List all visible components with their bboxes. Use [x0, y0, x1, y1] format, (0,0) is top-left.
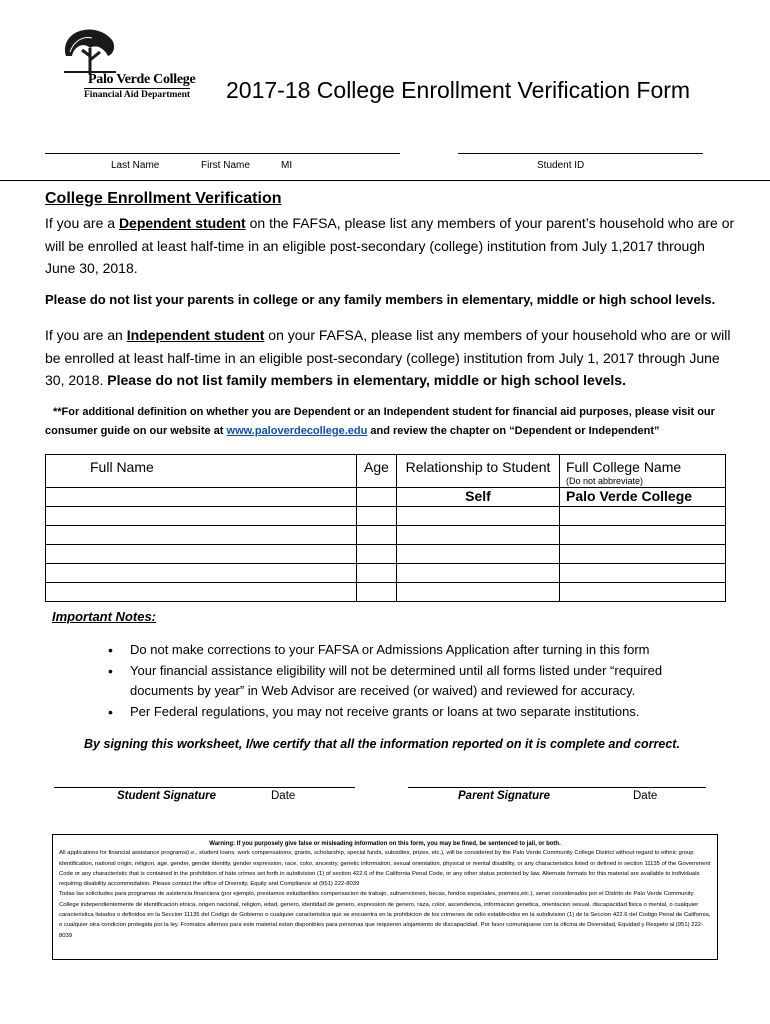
cell-age[interactable]: [357, 545, 397, 564]
table-row: [46, 583, 726, 602]
cell-college-name[interactable]: [560, 583, 726, 602]
dependent-paragraph: If you are a Dependent student on the FAFSA, please list any members of your parent’s household who are or will be enrolled at least half-time in an eligible post-secondary (college) institution from July 1,2017 through June 30, 2018.: [45, 215, 735, 276]
household-members-table: [45, 454, 726, 602]
cell-relationship[interactable]: [397, 526, 560, 545]
cell-relationship[interactable]: [397, 583, 560, 602]
table-row: [46, 526, 726, 545]
header-college-name: Full College Name (Do not abbreviate): [560, 455, 726, 488]
student-id-line[interactable]: [458, 153, 703, 154]
cell-relationship[interactable]: [397, 564, 560, 583]
cell-age[interactable]: [357, 488, 397, 507]
cell-relationship[interactable]: [397, 507, 560, 526]
student-signature-label: Student Signature: [117, 790, 217, 802]
cell-full-name[interactable]: [46, 583, 357, 602]
website-link[interactable]: www.paloverdecollege.edu: [226, 425, 368, 437]
college-logo: [60, 26, 230, 102]
cell-age[interactable]: [357, 507, 397, 526]
header-full-name: Full Name: [46, 455, 357, 488]
cell-college-name[interactable]: [560, 507, 726, 526]
cell-full-name[interactable]: [46, 564, 357, 583]
parent-signature-label: Parent Signature: [458, 790, 551, 802]
table-row: [46, 488, 726, 507]
important-notes-list: [108, 640, 708, 722]
parent-date-label: Date: [633, 790, 658, 802]
dependent-warning: Please do not list your parents in college or any family members in elementary, middle or high school levels.: [45, 292, 716, 307]
notice-spanish: Todas las solicitudes para programas de asistencia financiera (por ejemplo, prestamos estudiantiles compensacion de trabajo, subvenciones, becas, fondos especiales, premios,etc.), seran considerados por el Distrito de Palo Verde Community College independientemente de identificacion etnica, origen nacional, religion, edad, genero, identidad de genero, expression de genero, raza, color, ascendencia, informacion genetica, orientacion sexual, discapacidad fisica o mental, o cualquier caracteristica listados o definidos en la Seccion 11135 del Codigo de Gobierno o cualquier caracteristica que se encuentra en la prohibicion de los crimenes de odio establecidos en la subdivision (1) de la Seccion 422.6 del Codigo Penal de California, o cualquier otra condicion protegida por la ley. Fromatos alternos para este material estan disponibles para personas que requieren alojamiento de discapacidad. Por favor comuniquese con la oficina de Diversidad, Equidad y Respeto al (951) 222-8039: [59, 891, 711, 939]
independent-paragraph: If you are an Independent student on your FAFSA, please list any members of your household who are or will be enrolled at least half-time in an eligible post-secondary (college) institution from July 1, 2017 through June 30, 2018. Please do not list family members in elementary, middle or high school levels.: [45, 327, 731, 388]
student-date-label: Date: [271, 790, 296, 802]
cell-full-name[interactable]: [46, 488, 357, 507]
table-row: [46, 507, 726, 526]
first-name-label: First Name: [201, 160, 250, 171]
student-signature-line[interactable]: [54, 787, 355, 788]
cell-age[interactable]: [357, 526, 397, 545]
list-item: • Do not make corrections to your FAFSA or Admissions Application after turning in this form: [108, 640, 708, 661]
table-header-row: [46, 455, 726, 488]
header-age: Age: [357, 455, 397, 488]
table-row: [46, 564, 726, 583]
last-name-label: Last Name: [111, 160, 160, 171]
certification-statement: By signing this worksheet, I/we certify that all the information reported on it is complete and correct.: [84, 737, 680, 751]
dependent-term: Dependent student: [118, 215, 246, 231]
warning-heading: Warning: If you purposely give false or misleading information on this form, you may be fined, be sentenced to jail, or both.: [209, 841, 561, 847]
list-item: • Your financial assistance eligibility will not be determined until all forms listed under “required documents by year” in Web Advisor are received (or waived) and reviewed for accuracy.: [108, 661, 708, 702]
cell-relationship: Self: [397, 488, 560, 507]
form-title: 2017-18 College Enrollment Verification Form: [226, 77, 691, 103]
section-divider: [0, 180, 770, 181]
tree-logo-icon: [60, 26, 120, 76]
cell-relationship[interactable]: [397, 545, 560, 564]
notice-english: All applications for financial assistance programs(i.e., student loans, work compensations, grants, scholarship, special funds, subsidies, prizes, etc.), will be considered by the Palo Verde Community College District without regard to ethnic group identification, national origin, religion, age, gender, gender identity, gender expression, race, color, ancestry, genetic information, sexual orientation, physical or mental disability, or any characteristics listed or defined in section 11135 of the Government Code or any characteristic that is contained in the prohibition of hate crimes set forth in subdivision (1) of section 422.6 of the California Penal Code, or any other status protected by law. Alternate formats for this material are available to individuals requiring disability accommodation. Please contact the office of Diversity, Equity and Compliance at (951) 222-8039: [59, 850, 711, 888]
cell-college-name: Palo Verde College: [560, 488, 726, 507]
important-notes-title: Important Notes:: [52, 609, 156, 624]
logo-department: Financial Aid Department: [84, 90, 191, 100]
cell-full-name[interactable]: [46, 545, 357, 564]
parent-signature-line[interactable]: [408, 787, 706, 788]
header-relationship: Relationship to Student: [397, 455, 560, 488]
cell-college-name[interactable]: [560, 526, 726, 545]
cell-college-name[interactable]: [560, 545, 726, 564]
section-title: College Enrollment Verification: [45, 190, 282, 207]
cell-age[interactable]: [357, 583, 397, 602]
cell-college-name[interactable]: [560, 564, 726, 583]
cell-full-name[interactable]: [46, 526, 357, 545]
cell-full-name[interactable]: [46, 507, 357, 526]
definition-note: **For additional definition on whether you are Dependent or an Independent student for financial aid purposes, please visit our consumer guide on our website at www.paloverdecollege.edu and review the chapter on “Dependent or Independent”: [45, 406, 715, 437]
student-id-label: Student ID: [537, 160, 585, 171]
name-line[interactable]: [45, 153, 400, 154]
independent-term: Independent student: [126, 327, 265, 343]
table-row: [46, 545, 726, 564]
list-item: • Per Federal regulations, you may not receive grants or loans at two separate institutions.: [108, 702, 708, 723]
nondiscrimination-notice: [52, 834, 718, 960]
mi-label: MI: [281, 160, 293, 171]
cell-age[interactable]: [357, 564, 397, 583]
logo-college-name: Palo Verde College: [88, 72, 196, 87]
